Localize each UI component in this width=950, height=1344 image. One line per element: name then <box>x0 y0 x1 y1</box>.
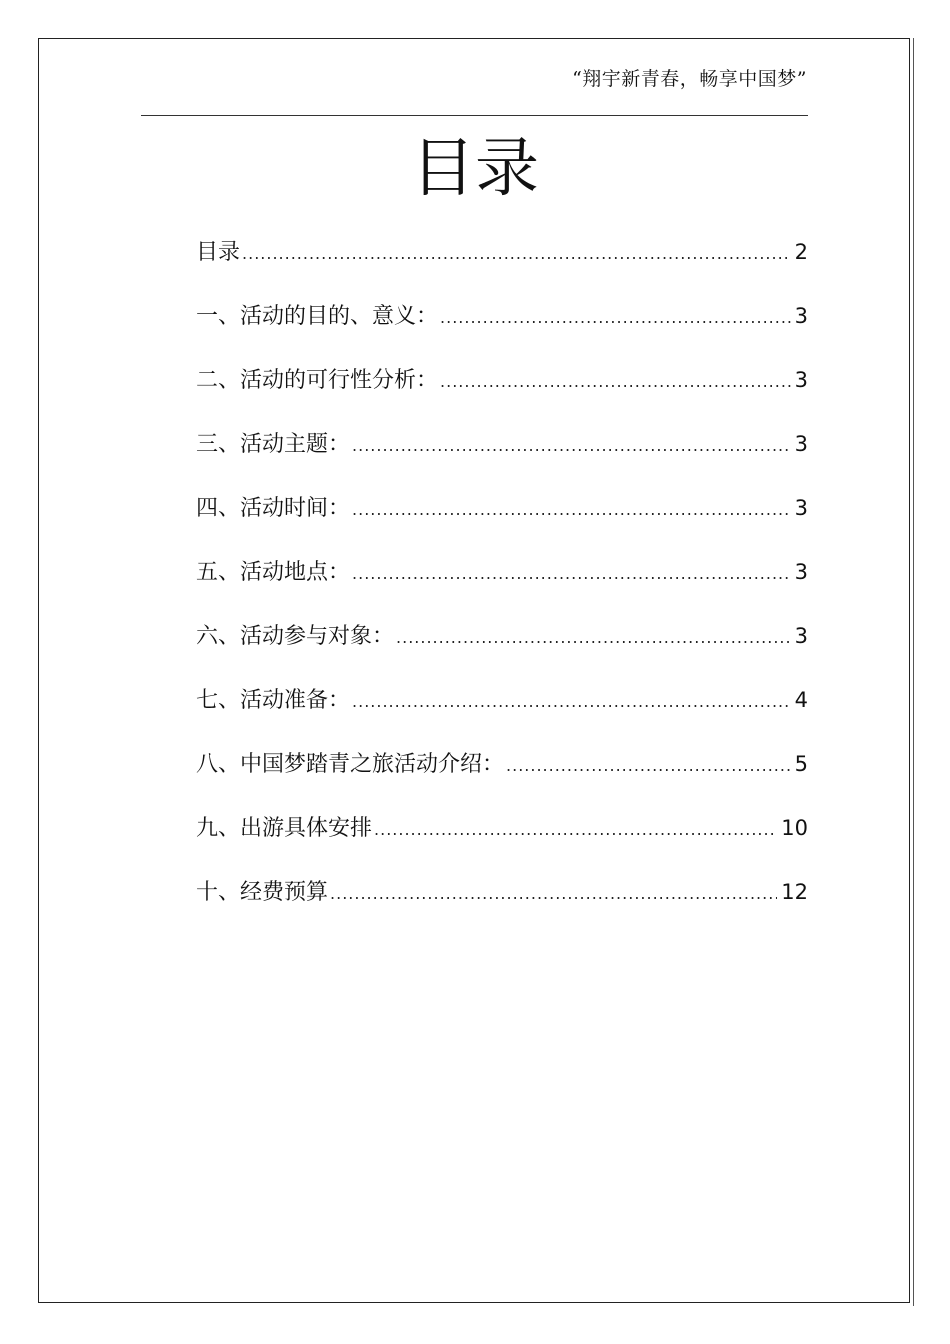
toc-page-number: 3 <box>794 560 808 584</box>
toc-entry[interactable] <box>196 616 808 680</box>
toc-entry[interactable] <box>196 744 808 808</box>
toc-dot-leader <box>440 298 791 338</box>
toc-entry-label: 九、出游具体安排 <box>196 816 373 841</box>
toc-entry[interactable] <box>196 424 808 488</box>
toc-entry-label: 目录 <box>196 240 241 265</box>
toc-page-number: 3 <box>794 624 808 648</box>
toc-dot-leader <box>242 234 791 274</box>
toc-entry-label: 四、活动时间： <box>196 496 351 521</box>
toc-entry[interactable] <box>196 872 808 936</box>
toc-dot-leader <box>330 874 777 914</box>
toc-page-number: 12 <box>781 880 808 904</box>
toc-entry-label: 一、活动的目的、意义： <box>196 304 439 329</box>
header-slogan: “翔宇新青春，畅享中国梦” <box>572 68 807 90</box>
toc-page-number: 3 <box>794 496 808 520</box>
toc-page-number: 3 <box>794 368 808 392</box>
toc-entry[interactable] <box>196 680 808 744</box>
toc-dot-leader <box>352 426 791 466</box>
toc-page-number: 4 <box>794 688 808 712</box>
toc-entry-label: 五、活动地点： <box>196 560 351 585</box>
toc-dot-leader <box>506 746 791 786</box>
toc-dot-leader <box>352 682 791 722</box>
page-border-shadow <box>913 38 914 1306</box>
toc-entry-label: 七、活动准备： <box>196 688 351 713</box>
toc-entry-label: 六、活动参与对象： <box>196 624 395 649</box>
toc-entry[interactable] <box>196 488 808 552</box>
toc-entry-label: 八、中国梦踏青之旅活动介绍： <box>196 752 505 777</box>
toc-entry-label: 二、活动的可行性分析： <box>196 368 439 393</box>
toc-page-number: 5 <box>794 752 808 776</box>
toc-page-number: 3 <box>794 432 808 456</box>
toc-entry[interactable] <box>196 360 808 424</box>
toc-entry[interactable] <box>196 552 808 616</box>
table-of-contents <box>196 232 808 936</box>
toc-dot-leader <box>352 490 791 530</box>
toc-title: 目录 <box>411 131 539 206</box>
toc-entry-label: 三、活动主题： <box>196 432 351 457</box>
toc-dot-leader <box>352 554 791 594</box>
toc-entry[interactable] <box>196 232 808 296</box>
toc-entry-label: 十、经费预算 <box>196 880 329 905</box>
toc-dot-leader <box>440 362 791 402</box>
toc-page-number: 10 <box>781 816 808 840</box>
header-rule <box>141 115 808 116</box>
toc-entry[interactable] <box>196 808 808 872</box>
toc-page-number: 3 <box>794 304 808 328</box>
toc-dot-leader <box>374 810 777 850</box>
toc-page-number: 2 <box>794 240 808 264</box>
toc-dot-leader <box>396 618 791 658</box>
toc-entry[interactable] <box>196 296 808 360</box>
